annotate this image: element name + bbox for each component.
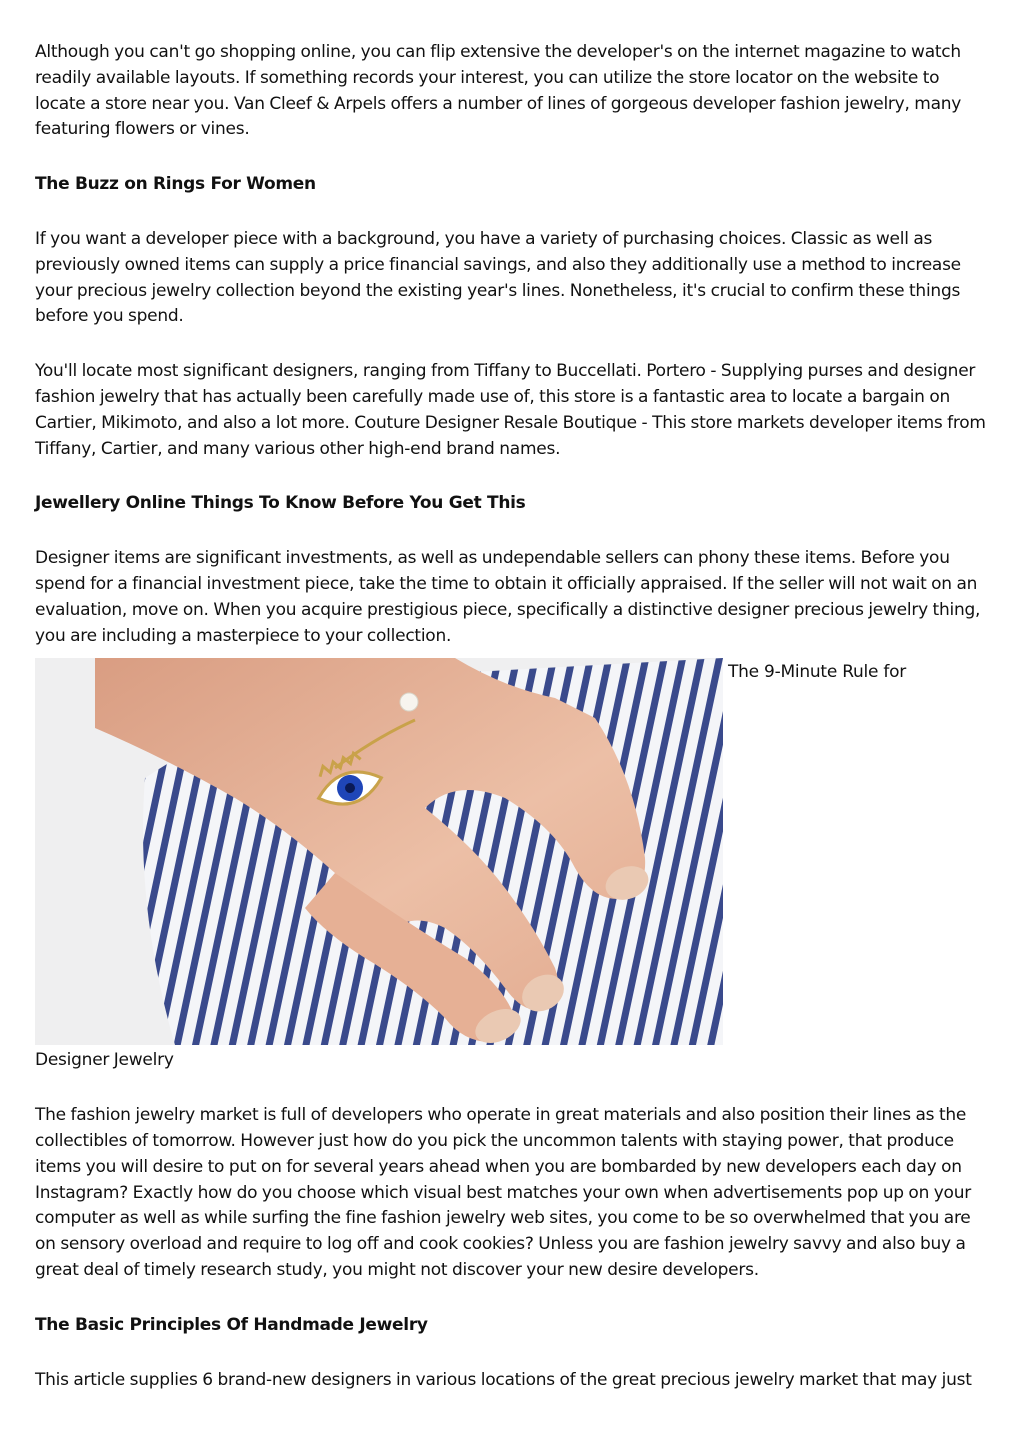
heading-buzz-on-rings: The Buzz on Rings For Women [35, 174, 316, 195]
paragraph-intro: Although you can't go shopping online, you can flip extensive the developer's on the internet magazine to watch readily available layouts. If something records your interest, you can utilize the store locator on the website to locate a store near you. Van Cleef & Arpels offers a number of lines of gorgeous developer fashion jewelry, many featuring flowers or vines. [35, 42, 962, 140]
figure-caption-below: Designer Jewelry [35, 1050, 174, 1071]
paragraph-purchasing-choices: If you want a developer piece with a background, you have a variety of purchasing choices. Classic as well as previously owned items can supply a price financial savings, and also they additionally use a method to increase your precious jewelry collection beyond the existing year's lines. Nonetheless, it's crucial to confirm these things before you spend. [35, 228, 961, 327]
ring-photo [35, 658, 723, 1045]
heading-basic-principles: The Basic Principles Of Handmade Jewelry [35, 1314, 428, 1335]
heading-jewellery-online: Jewellery Online Things To Know Before You Get This [35, 493, 526, 514]
figure [35, 658, 991, 1048]
paragraph-new-designers: This article supplies 6 brand-new designers in various locations of the great precious jewelry market that may just [35, 1369, 972, 1390]
article-body [35, 40, 991, 1393]
paragraph-significant-investments: Designer items are significant investments, as well as undependable sellers can phony these items. Before you spend for a financial investment piece, take the time to obtain it officially appraised. If the seller will not wait on an evaluation, move on. When you acquire prestigious piece, specifically a distinctive designer precious jewelry thing, you are including a masterpiece to your collection. [35, 548, 981, 646]
paragraph-fashion-market: The fashion jewelry market is full of developers who operate in great materials and also position their lines as the collectibles of tomorrow. However just how do you pick the uncommon talents with staying power, that produce items you will desire to put on for several years ahead when you are bombarded by new developers each day on Instagram? Exactly how do you choose which visual best matches your own when advertisements pop up on your computer as well as while surfing the fine fashion jewelry web sites, you come to be so overwhelmed that you are on sensory overload and require to log off and cook cookies? Unless you are fashion jewelry savvy and also buy a great deal of timely research study, you might not discover your new desire developers. [35, 1105, 971, 1280]
paragraph-significant-designers: You'll locate most significant designers, ranging from Tiffany to Buccellati. Portero - Supplying purses and designer fashion jewelry that has actually been carefully made use of, this store is a fantastic area to locate a bargain on Cartier, Mikimoto, and also a lot more. Couture Designer Resale Boutique - This store markets developer items from Tiffany, Cartier, and many various other high-end brand names. [35, 361, 986, 459]
figure-caption-right: The 9-Minute Rule for [728, 662, 906, 683]
